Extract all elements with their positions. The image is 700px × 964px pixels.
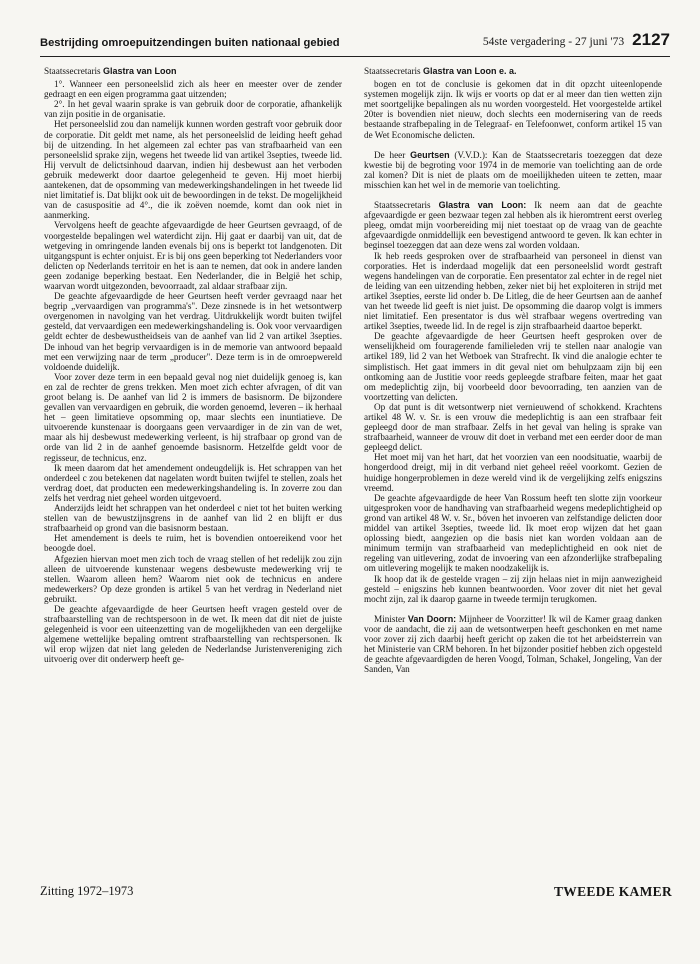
speech-text: Ik neem aan dat de geachte afgevaardigde er geen bezwaar tegen zal hebben als ik hieromtrent eerst overleg pleeg, omdat mijn voorbereiding mij niet toestaat op de vraag van de geachte afgevaardigde onmiddellijk een bevestigend antwoord te geven. Ik kan echter in beginsel toezeggen dat aan deze wens zal worden voldaan. (364, 200, 662, 251)
right-column (364, 66, 662, 866)
paragraph: Vervolgens heeft de geachte afgevaardigde de heer Geurtsen gevraagd, of de voorgestelde bepalingen wel waterdicht zijn. Hij gaat er daarbij van uit, dat de wetgeving in omringende landen evenals bij ons is beperkt tot landgenoten. Dit uitgangspunt is echter onjuist. Er is bij ons geen beperking tot Nederlanders voor delicten op Nederlands territoir en het is aan te nemen, dat ook in andere landen geen zodanige beperking bestaat. Een Nederlander, die in België het schip, waarvan wordt uitgezonden, bevoorraadt, zal aldaar strafbaar zijn. (44, 220, 342, 291)
speaker-name: Geurtsen (410, 149, 450, 160)
speaker-name: Glastra van Loon: (438, 200, 527, 211)
header-right (483, 30, 670, 50)
speaker-name: Glastra van Loon (102, 66, 177, 76)
paragraph: bogen en tot de conclusie is gekomen dat in dit opzcht uiteenlopende systemen mogelijk zijn. Ik wijs er voorts op dat er al meer dan tien wetten zijn met soortgelijke bepalingen als nu worden voorgesteld. Het voorgestelde artikel 20ter is bovendien niet nieuw, doch slechts een modernisering van de reeds bestaande strafbepaling in de Telegraaf- en Telefoonwet, conform artikel 15 van de Wet Economische delicten. (364, 79, 662, 140)
paragraph: Ik hoop dat ik de gestelde vragen – zij zijn helaas niet in mijn aanwezigheid gesteld – enigszins heb kunnen beantwoorden. Voor zover dit niet het geval mocht zijn, zal ik daarop gaarne in tweede termijn terugkomen. (364, 573, 662, 604)
paragraph: De geachte afgevaardigde de heer Geurtsen heeft vragen gesteld over de strafbaarstelling van de rechtspersoon in de wet. Ik meen dat dit niet de juiste gelegenheid is voor een uiteenzetting van de mogelijkheden van een dergelijke algemene wettelijke bepaling omtrent strafbaarstelling van rechtspersonen. Ik wil erop wijzen dat niet lang geleden de Nederlandse Juristenvereniging zich uitvoerig over dit onderwerp heeft ge- (44, 603, 342, 665)
speaker-prefix: Staatssecretaris (364, 66, 421, 76)
session-info: 54ste vergadering - 27 juni '73 (482, 35, 625, 48)
paragraph: Voor zover deze term in een bepaald geval nog niet duidelijk genoeg is, kan en zal de rechter de grens trekken. Men moet zich echter afvragen, of dit van groot belang is. De aanhef van lid 2 is immers de basisnorm. De bijzondere gevallen van vervaardigen en gebruik, die worden genoemd, leveren – ik herhaal het – geen limitatieve opsomming op, maar slechts een inuntiatieve. De uitvoerende kunstenaar is doorgaans geen vervaardiger in de zin van de wet, maar als hij desbewust medewerking verleent, is hij strafbaar op grond van de orde van lid 2 in de aanhef genoemde basisnorm. Hetzelfde geldt voor de regisseur, de technicus, enz. (44, 371, 342, 463)
speaker-name: Glastra van Loon e. a. (422, 66, 517, 76)
speaker-heading (364, 66, 662, 76)
speech-glastra (364, 200, 662, 250)
speaker-prefix: Minister (374, 613, 406, 624)
paragraph: Het amendement is deels te ruim, het is bovendien ontoereikend voor het beoogde doel. (44, 533, 342, 554)
page-number: 2127 (632, 30, 670, 49)
session-year: Zitting 1972–1973 (40, 884, 134, 898)
paragraph: Anderzijds leidt het schrappen van het onderdeel c niet tot het buiten werking stellen van de bewustzijnsgrens in de aanhef van lid 2 en blijft er dus strafbaarheid op grond van die basisnorm bestaan. (44, 503, 342, 534)
paragraph: De geachte afgevaardigde de heer Geurtsen heeft verder gevraagd naar het begrip „vervaardigen van programma's". Deze zinsnede is in het wetsontwerp overgenomen in navolging van het verdrag. Uitdrukkelijk wordt buiten twijfel gesteld, dat vervaardigen een medewerkingshandeling is. Ook voor vervaardigen geldt echter de desbewustheidseis van de aanhef van lid 2 van artikel 3septies. De inhoud van het begrip vervaardigen is in de memorie van antwoord bepaald met een verwijzing naar de term „producer". Deze term is in de omroepwereld voldoende duidelijk. (44, 291, 342, 372)
paragraph: Het moet mij van het hart, dat het voorzien van een noodsituatie, waarbij de hongerdood dreigt, mij in dit verband niet geheel reëel voorkomt. Gezien de huidige hongerproblemen in deze wereld vind ik de vergelijking zelfs enigszins vreemd. (364, 452, 662, 493)
speech-text: Kan de Staatssecretaris toezeggen dat deze kwestie bij de begroting voor 1974 in de memorie van toelichting aan de orde zal komen? Dit is niet de plaats om de moeilijkheden uiteen te zetten, maar misschien kan het wel in de memorie van toelichting. (364, 149, 662, 190)
speech-geurtsen (364, 150, 662, 190)
speaker-name: Van Doorn: (407, 613, 457, 624)
running-title: Bestrijding omroepuitzendingen buiten nationaal gebied (40, 37, 340, 49)
chamber-name: TWEEDE KAMER (554, 884, 672, 899)
page-footer (40, 884, 672, 904)
paragraph: De geachte afgevaardigde de heer Geurtsen heeft gesproken over de wenselijkheid om fouragerende familieleden vrij te stellen naar analogie van artikel 189, lid 2 van het Wetboek van Strafrecht. Ik vind die analogie echter te simplistisch. Het gaat immers in dit geval niet om behulpzaam zijn bij een ontkoming aan de Justitie voor reeds gepleegde strafbare feiten, maar het gaat om medeplichtig zijn, bij voorbeeld door bevoorrading, ten aanzien van de voortzetting van delicten. (364, 331, 662, 402)
speaker-heading (44, 66, 342, 76)
speaker-prefix: De heer (374, 149, 406, 160)
speaker-prefix: Staatssecretaris (374, 200, 431, 211)
page-header (40, 30, 670, 57)
paragraph: Afgezien hiervan moet men zich toch de vraag stellen of het redelijk zou zijn alleen de uitvoerende kunstenaar wegens desbewuste medewerking vrij te stellen. Waarom alleen hem? Waarom niet ook de technicus en andere medewerkers? Op deze gronden is artikel 5 van het verdrag in Nederland niet gebruikt. (44, 553, 342, 604)
paragraph: Op dat punt is dit wetsontwerp niet vernieuwend of schokkend. Krachtens artikel 48 W. v. Sr. is een vrouw die medeplichtig is aan een strafbaar feit gepleegd door de man strafbaar. Zelfs in het geval van heling is sprake van strafbaarheid, wanneer de vrouw dit doet in verband met een eerder door de man gepleegd delict. (364, 401, 662, 453)
speech-text: Mijnheer de Voorzitter! Ik wil de Kamer graag danken voor de aandacht, die zij aan de wetsontwerpen heeft geschonken en met name voor zover zij zich daarbij heeft gericht op zaken die tot het arbeidsterrein van het Ministerie van CRM behoren. In het bijzonder positief hebben zich opgesteld de geachte afgevaardigden de heren Voogd, Tolman, Schakel, Jongeling, Van der Sanden, Van (364, 613, 662, 675)
speech-van-doorn (364, 614, 662, 675)
speaker-party: (V.V.D.): (454, 149, 488, 160)
paragraph: 1°. Wanneer een personeelslid zich als heer en meester over de zender gedraagt en een eigen programma gaat uitzenden; (44, 79, 342, 100)
left-column (44, 66, 342, 866)
paragraph: Ik meen daarom dat het amendement ondeugdelijk is. Het schrappen van het onderdeel c zou betekenen dat nagelaten wordt buiten twijfel te stellen, zoals het verdrag doet, dat producten een medewerkingshandeling is. In zoverre zou dan zelfs het verdrag niet geheel worden uitgevoerd. (44, 462, 342, 503)
paragraph: De geachte afgevaardigde de heer Van Rossum heeft ten slotte zijn voorkeur uitgesproken voor de handhaving van strafbaarheid wegens medeplichtigheid op grond van artikel 48 W. v. Sr., bóven het invoeren van zelfstandige delicten door middel van artikel 3septies, tweede lid. Ik moet erop wijzen dat het gaan oplossing biedt, aangezien op die basis niet kan worden voldaan aan de minimum termijn van strafbaarheid van medeplichtigheid en ook niet de regeling van uitlevering, zodat de invoering van een afzonderlijke strafbepaling om uitlevering mogelijk te maken noodzakelijk is. (364, 492, 662, 574)
paragraph: 2°. In het geval waarin sprake is van gebruik door de corporatie, afhankelijk van zijn positie in de organisatie. (44, 99, 342, 120)
paragraph: Ik heb reeds gesproken over de strafbaarheid van personeel in dienst van corporaties. Het is inderdaad mogelijk dat een personeelslid wordt gestraft wegens handelingen van de corporatie. Een presentator zal echter in de regel niet de leiding van een uitzending hebben, zeker niet bij het exploiteren in strijd met artikel 3septies, eerste lid onder b. De Litleg, die de heer Geurtsen aan de aanhef van het tweede lid geeft is niet juist. De opsomming die daarop volgt is immers niet limitatief. Een presentator is dus wèl strafbaar wegens overtreding van artikel 3septies, tweede lid. In de regel is zijn strafbaarheid daartoe beperkt. (364, 250, 662, 332)
paragraph: Het personeelslid zou dan namelijk kunnen worden gestraft voor gebruik door de corporatie. Dit geldt met name, als het personeelslid de leiding heeft gehad bij de uitzending. In het algemeen zal echter pas van strafbaarheid van een personeelslid sprake zijn, wegens het tweede lid van artikel 3septies, tweede lid. Hij vervult de delictsinhoud daarvan, indien hij desbewust aan het verboden gebruik medewerkt door daartoe gelegenheid te geven. Hij moet hierbij aantekenen, dat de opsomming van medewerkingshandelingen in het tweede lid niet limitatief is. Dat blijkt ook uit de bewoordingen in de tekst. De mogelijkheid van de casuspositie ad 4°., die ik zoëven noemde, komt dan ook niet in aanmerking. (44, 119, 342, 221)
speaker-prefix: Staatssecretaris (44, 66, 101, 76)
